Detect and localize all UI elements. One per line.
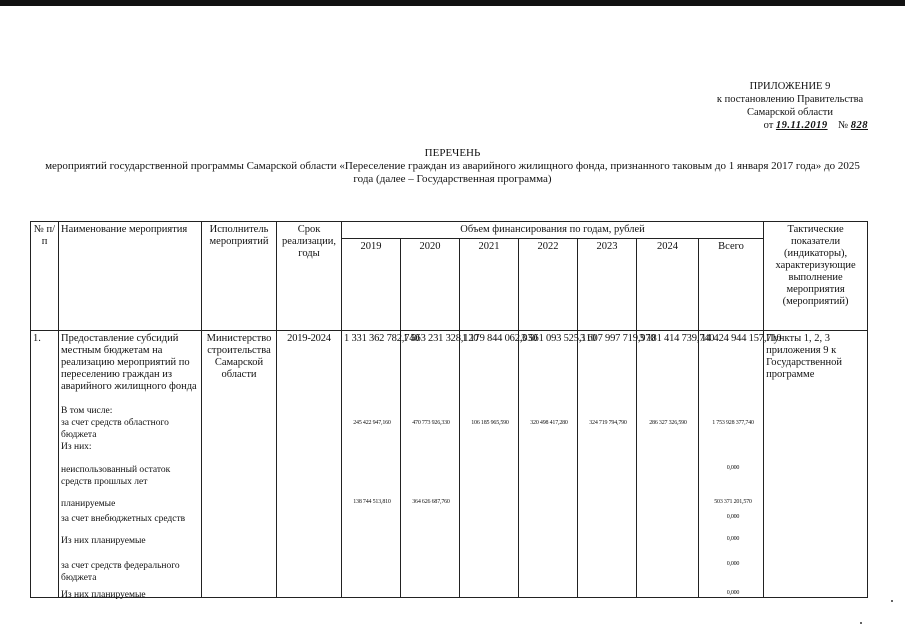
- scan-speck: [891, 600, 893, 602]
- unused-total: 0,000: [726, 465, 740, 471]
- header-year-2023: 2023: [578, 239, 637, 331]
- header-name: Наименование мероприятия: [59, 222, 202, 331]
- row1-name: Предоставление субсидий местным бюджетам на реализацию мероприятий по переселению граждан из аварийного жилищного фонда: [59, 331, 202, 598]
- header-funding: Объем финансирования по годам, рублей: [342, 222, 764, 239]
- label-federal: за счет средств федерального бюджета: [61, 561, 180, 583]
- row1-value-2021: 1 179 844 062,030: [460, 331, 519, 598]
- regional-2019: 245 422 947,160: [353, 420, 391, 426]
- row1-value-2024: 3 181 414 739,740: [637, 331, 699, 598]
- header-num: № п/п: [31, 222, 59, 331]
- regional-2021: 106 185 965,590: [471, 420, 509, 426]
- planned-2020: 364 626 687,760: [412, 499, 450, 505]
- row1-term: 2019-2024: [277, 331, 342, 598]
- label-of-them-planned-1: Из них планируемые: [61, 536, 146, 546]
- appendix-line1: к постановлению Правительства: [716, 94, 864, 105]
- row1-executor: Министерство строительства Самарской области: [202, 331, 277, 598]
- label-planned: планируемые: [61, 499, 116, 509]
- planned-total: 503 371 201,570: [714, 499, 752, 505]
- regional-2022: 320 498 417,280: [530, 420, 568, 426]
- appendix-block: [700, 80, 880, 132]
- label-in-total: В том числе:: [61, 406, 113, 416]
- label-unused: неиспользованный остаток средств прошлых лет: [61, 465, 171, 487]
- of-them-planned-1-total: 0,000: [726, 536, 740, 542]
- planned-2019: 138 744 513,810: [353, 499, 391, 505]
- row1-value-2020: 1 563 231 328,120: [401, 331, 460, 598]
- header-year-total: Всего: [699, 239, 764, 331]
- regional-2024: 286 327 326,590: [649, 420, 687, 426]
- header-executor: Исполнитель мероприятий: [202, 222, 277, 331]
- header-year-2022: 2022: [519, 239, 578, 331]
- scan-speck: [860, 622, 862, 624]
- document-subtitle: мероприятий государственной программы Самарской области «Переселение граждан из аварийного жилищного фонда, признанного таковым до 1 января 2017 года» до 2025 года (далее – Государственная программа): [45, 160, 860, 185]
- row1-value-2022: 3 561 093 525,110: [519, 331, 578, 598]
- number-label: №: [838, 120, 849, 131]
- appendix-title: ПРИЛОЖЕНИЕ 9: [749, 81, 831, 92]
- regional-total: 1 753 928 377,740: [712, 420, 754, 426]
- header-term: Срок реализации, годы: [277, 222, 342, 331]
- appendix-dateline: [700, 119, 880, 132]
- row1-value-2019: 1 331 362 782,740: [342, 331, 401, 598]
- regional-2020: 470 773 926,330: [412, 420, 450, 426]
- label-regional: за счет средств областного бюджета: [61, 418, 169, 440]
- label-extrabudget: за счет внебюджетных средств: [61, 514, 186, 524]
- header-tactics: Тактические показатели (индикаторы), характеризующие выполнение мероприятия (мероприятий): [764, 222, 868, 331]
- header-year-2021: 2021: [460, 239, 519, 331]
- row1-tactics: Пункты 1, 2, 3 приложения 9 к Государственной программе: [764, 331, 868, 598]
- document-heading: ПЕРЕЧЕНЬ: [424, 147, 481, 159]
- header-year-2020: 2020: [401, 239, 460, 331]
- label-of-them: Из них:: [61, 442, 92, 452]
- decree-date: 19.11.2019: [775, 120, 828, 131]
- header-year-2024: 2024: [637, 239, 699, 331]
- header-year-2019: 2019: [342, 239, 401, 331]
- extrabudget-total: 0,000: [726, 514, 740, 520]
- regional-2023: 324 719 794,790: [589, 420, 627, 426]
- date-prefix: от: [763, 120, 774, 131]
- header-row-1: [31, 222, 868, 239]
- row1-value-2023: 3 607 997 719,970: [578, 331, 637, 598]
- of-them-planned-2-total: 0,000: [726, 590, 740, 596]
- federal-total: 0,000: [726, 561, 740, 567]
- row1-value-total: 14 424 944 157,710: [699, 331, 764, 598]
- document-title: [20, 147, 885, 186]
- top-border: [0, 0, 905, 6]
- decree-number: 828: [850, 120, 868, 131]
- appendix-line2: Самарской области: [747, 107, 833, 118]
- row1-num: 1.: [31, 331, 59, 598]
- label-of-them-planned-2: Из них планируемые: [61, 590, 146, 600]
